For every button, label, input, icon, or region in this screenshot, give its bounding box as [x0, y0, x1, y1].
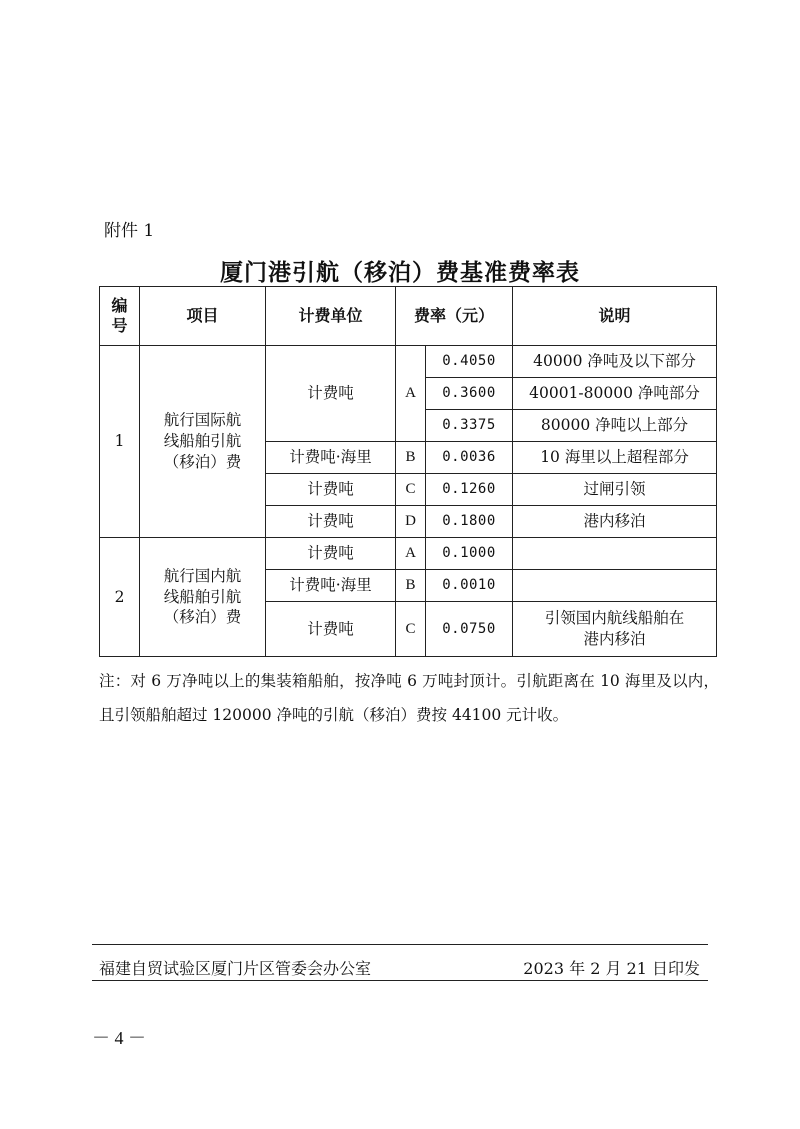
rate-class: A — [396, 346, 426, 442]
rate-note: 40001-80000 净吨部分 — [513, 378, 717, 410]
item-line: （移泊）费 — [163, 608, 242, 627]
rate-value: 0.3600 — [426, 378, 513, 410]
item-line: 线船舶引航 — [163, 432, 242, 451]
rate-class: A — [396, 538, 426, 570]
rate-value: 0.0010 — [426, 570, 513, 602]
rate-value: 0.1800 — [426, 506, 513, 538]
header-number-line-1: 编 — [111, 296, 128, 315]
billing-unit: 计费吨 — [266, 474, 396, 506]
table-row — [100, 538, 717, 570]
item-line: 航行国内航 — [163, 566, 242, 585]
rate-class: C — [396, 474, 426, 506]
rate-value: 0.0750 — [426, 602, 513, 657]
rate-note-line: 港内移泊 — [583, 630, 646, 648]
header-number — [100, 287, 140, 346]
billing-unit: 计费吨·海里 — [266, 570, 396, 602]
item-line: 线船舶引航 — [163, 587, 242, 606]
rate-note — [513, 570, 717, 602]
rate-note: 10 海里以上超程部分 — [513, 442, 717, 474]
header-note: 说明 — [513, 287, 717, 346]
rate-class: D — [396, 506, 426, 538]
page-title: 厦门港引航（移泊）费基准费率表 — [220, 260, 580, 286]
rate-note: 80000 净吨以上部分 — [513, 410, 717, 442]
rate-note: 40000 净吨及以下部分 — [513, 346, 717, 378]
footer-top-rule — [92, 944, 708, 945]
rate-value: 0.1000 — [426, 538, 513, 570]
rate-value: 0.3375 — [426, 410, 513, 442]
section-item — [140, 346, 266, 538]
billing-unit: 计费吨 — [266, 538, 396, 570]
rate-note-line: 引领国内航线船舶在 — [544, 609, 685, 628]
header-rate: 费率（元） — [396, 287, 513, 346]
rate-note: 港内移泊 — [513, 506, 717, 538]
rate-note: 过闸引领 — [513, 474, 717, 506]
header-number-line-2: 号 — [111, 316, 128, 335]
table-footnote: 注：对 6 万净吨以上的集装箱船舶，按净吨 6 万吨封顶计。引航距离在 10 海里及以内，且引领船舶超过 120000 净吨的引航（移泊）费按 44100 元计收。 — [99, 672, 719, 724]
header-unit: 计费单位 — [266, 287, 396, 346]
rate-value: 0.1260 — [426, 474, 513, 506]
issuing-office: 福建自贸试验区厦门片区管委会办公室 — [99, 959, 372, 978]
billing-unit: 计费吨 — [266, 506, 396, 538]
fee-rate-table — [99, 286, 717, 657]
issue-date: 2023 年 2 月 21 日印发 — [523, 959, 700, 978]
billing-unit: 计费吨·海里 — [266, 442, 396, 474]
section-number: 1 — [100, 346, 140, 538]
table-row — [100, 346, 717, 378]
rate-class: C — [396, 602, 426, 657]
rate-note — [513, 538, 717, 570]
item-line: 航行国际航 — [163, 411, 242, 430]
billing-unit: 计费吨 — [266, 346, 396, 442]
rate-note — [513, 602, 717, 657]
attachment-label: 附件 1 — [104, 221, 155, 241]
section-number: 2 — [100, 538, 140, 657]
rate-value: 0.0036 — [426, 442, 513, 474]
rate-class: B — [396, 570, 426, 602]
rate-class: B — [396, 442, 426, 474]
header-item: 项目 — [140, 287, 266, 346]
page-number: － 4 － — [92, 1028, 146, 1048]
footer-bottom-rule — [92, 980, 708, 981]
rate-value: 0.4050 — [426, 346, 513, 378]
table-header-row — [100, 287, 717, 346]
billing-unit: 计费吨 — [266, 602, 396, 657]
item-line: （移泊）费 — [163, 452, 242, 471]
section-item — [140, 538, 266, 657]
